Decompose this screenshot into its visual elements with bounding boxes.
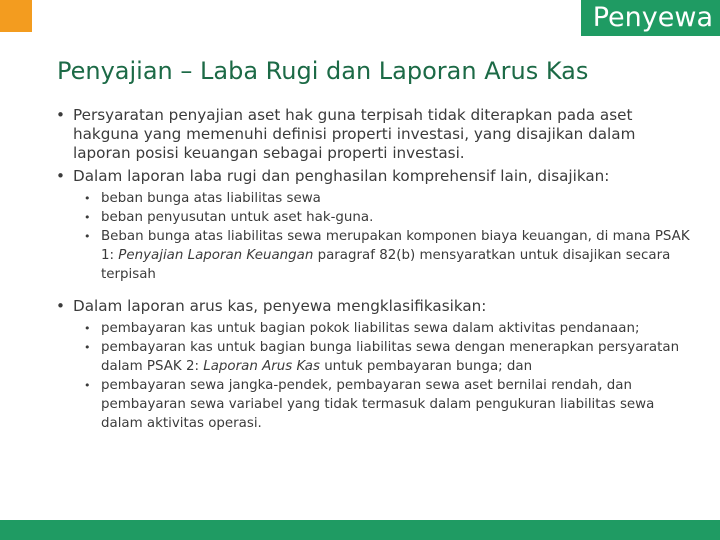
bullet-icon: •: [84, 192, 91, 205]
slide-title: Penyajian – Laba Rugi dan Laporan Arus Kas: [57, 57, 589, 85]
bullet-item: [55, 167, 690, 186]
sub-bullet-item: [81, 227, 690, 284]
section-tab: Penyewa: [581, 0, 720, 36]
sub-list: [81, 189, 690, 284]
sub-bullet-text: beban bunga atas liabilitas sewa: [101, 191, 321, 206]
bullet-item: [55, 106, 690, 163]
sub-bullet-item: [81, 319, 690, 338]
bullet-icon: •: [84, 341, 91, 354]
sub-bullet-text: beban penyusutan untuk aset hak-guna.: [101, 210, 374, 225]
bullet-icon: •: [84, 322, 91, 335]
bullet-icon: •: [84, 230, 91, 243]
footer-bar: [0, 520, 720, 540]
sub-bullet-text-post: untuk pembayaran bunga; dan: [319, 359, 533, 374]
bullet-text: Dalam laporan laba rugi dan penghasilan komprehensif lain, disajikan:: [73, 167, 610, 185]
bullet-text: Dalam laporan arus kas, penyewa mengklasifikasikan:: [73, 297, 487, 315]
bullet-icon: •: [84, 211, 91, 224]
sub-bullet-text-pre: pembayaran kas untuk bagian bunga liabilitas sewa dengan menerapkan persyaratan dalam PSAK 2:: [101, 340, 680, 374]
sub-bullet-text-pre: Beban bunga atas liabilitas sewa merupakan komponen biaya keuangan, di mana PSAK 1:: [101, 229, 690, 263]
bullet-text: Persyaratan penyajian aset hak guna terpisah tidak diterapkan pada aset hakguna yang memenuhi definisi properti investasi, yang disajikan dalam laporan posisi keuangan sebagai properti investasi.: [73, 106, 636, 162]
sub-bullet-text: pembayaran kas untuk bagian pokok liabilitas sewa dalam aktivitas pendanaan;: [101, 321, 640, 336]
sub-bullet-item: [81, 376, 690, 433]
sub-bullet-item: [81, 208, 690, 227]
sub-bullet-item: [81, 189, 690, 208]
bullet-icon: •: [84, 379, 91, 392]
sub-bullet-text-post: paragraf 82(b) mensyaratkan untuk disajikan secara terpisah: [101, 248, 671, 282]
bullet-icon: •: [56, 106, 65, 124]
slide-content: [55, 106, 690, 433]
bullet-icon: •: [56, 297, 65, 315]
sub-bullet-text: pembayaran sewa jangka-pendek, pembayaran sewa aset bernilai rendah, dan pembayaran sewa variabel yang tidak termasuk dalam pengukuran liabilitas sewa dalam aktivitas operasi.: [101, 378, 655, 431]
sub-bullet-text-italic: Penyajian Laporan Keuangan: [118, 248, 314, 263]
sub-bullet-text-italic: Laporan Arus Kas: [203, 359, 320, 374]
bullet-item: [55, 297, 690, 316]
bullet-icon: •: [56, 167, 65, 185]
sub-list: [81, 319, 690, 433]
accent-square: [0, 0, 32, 32]
sub-bullet-item: [81, 338, 690, 376]
